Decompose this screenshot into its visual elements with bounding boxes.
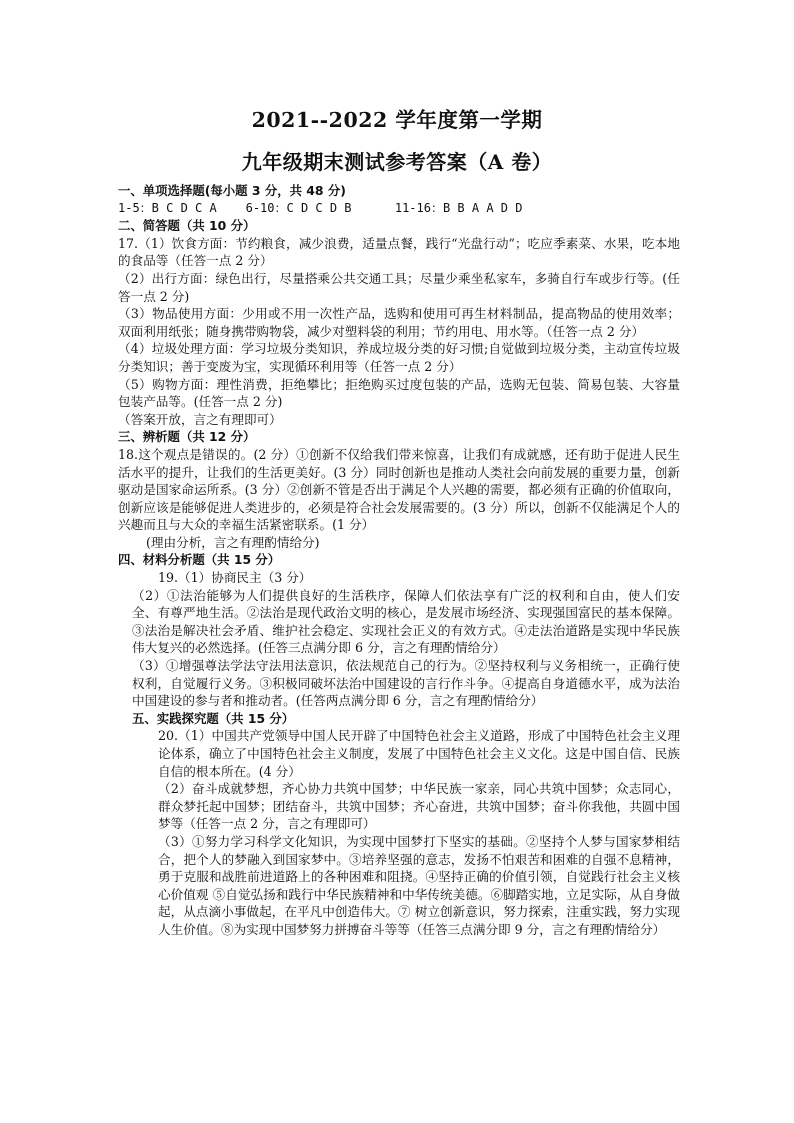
answer-20-3: （3）①努力学习科学文化知识，为实现中国梦打下坚实的基础。②坚持个人梦与国家梦相结合，把个人的梦融入到国家梦中。③培养坚强的意志，发扬不怕艰苦和困难的自强不息精神，勇于克服和战胜前进道路上的各种困难和阻挠。④坚持正确的价值引领，自觉践行社会主义核心价值观 ⑤自觉弘扬和践行中华民族精神和中华传统美德。⑥脚踏实地，立足实际，从自身做起，从点滴小事做起，在平凡中创造伟大。⑦ 树立创新意识，努力探索，注重实践，努力实现人生价值。⑧为实现中国梦努力拼搏奋斗等等（任答三点满分即 9 分，言之有理酌情给分）: [158, 833, 680, 937]
section-heading-practice-inquiry: 五、实践探究题（共 15 分）: [132, 710, 295, 726]
document-title-line1: 2021--2022 学年度第一学期: [251, 108, 543, 132]
section-heading-multiple-choice: 一、单项选择题(每小题 3 分，共 48 分): [118, 183, 346, 198]
answer-17-note: （答案开放，言之有理即可）: [118, 411, 282, 427]
section-heading-material-analysis: 四、材料分析题（共 15 分）: [118, 552, 281, 568]
answer-18-note: (理由分析，言之有理酌情给分): [146, 534, 320, 550]
multiple-choice-answers: 1-5：B C D C A 6-10：C D C D B 11-16：B B A A D D: [118, 200, 523, 215]
answer-19-3: （3）①增强尊法学法守法用法意识，依法规范自己的行为。②坚持权利与义务相统一，正确行使权利，自觉履行义务。③积极同破坏法治中国建设的言行作斗争。④提高自身道德水平，成为法治中国建设的参与者和推动者。(任答两点满分即 6 分，言之有理酌情给分）: [132, 658, 680, 709]
answer-19-2: （2）①法治能够为人们提供良好的生活秩序，保障人们依法享有广泛的权利和自由，使人们安全、有尊严地生活。②法治是现代政治文明的核心，是发展市场经济、实现强国富民的基本保障。③法治是解决社会矛盾、维护社会稳定、实现社会正义的有效方式。④走法治道路是实现中华民族伟大复兴的必然选择。(任答三点满分即 6 分，言之有理酌情给分）: [132, 587, 680, 656]
answer-17-5: （5）购物方面：理性消费，拒绝攀比；拒绝购买过度包装的产品，选购无包装、简易包装、大容量包装产品等。(任答一点 2 分): [118, 376, 680, 410]
document-title-line2: 九年级期末测试参考答案（A 卷）: [241, 150, 553, 174]
answer-19-1: 19.（1）协商民主（3 分）: [158, 570, 312, 586]
answer-17-1: 17.（1）饮食方面：节约粮食，减少浪费，适量点餐，践行“光盘行动”；吃应季素菜、水果，吃本地的食品等（任答一点 2 分）: [118, 235, 680, 269]
answer-content: [118, 182, 680, 939]
answer-17-3: （3）物品使用方面：少用或不用一次性产品，选购和使用可再生材料制品，提高物品的使用效率；双面利用纸张；随身携带购物袋，减少对塑料袋的利用；节约用电、用水等。（任答一点 2 分）: [118, 306, 680, 339]
answer-17-4: （4）垃圾处理方面：学习垃圾分类知识，养成垃圾分类的好习惯;自觉做到垃圾分类，主动宣传垃圾分类知识；善于变废为宝，实现循环利用等（任答一点 2 分）: [118, 341, 680, 374]
answer-17-2: （2）出行方面：绿色出行，尽量搭乘公共交通工具；尽量少乘坐私家车，多骑自行车或步行等。(任答一点 2 分): [118, 270, 680, 304]
answer-20-2: （2）奋斗成就梦想，齐心协力共筑中国梦；中华民族一家亲，同心共筑中国梦；众志同心，群众梦托起中国梦；团结奋斗，共筑中国梦；齐心奋进，共筑中国梦；奋斗你我他，共圆中国梦等（任答一点 2 分，言之有理即可）: [158, 781, 680, 832]
section-heading-analysis: 三、辨析题（共 12 分）: [118, 429, 256, 445]
section-heading-short-answer: 二、简答题（共 10 分）: [118, 218, 256, 234]
answer-18: 18.这个观点是错误的。(2 分）①创新不仅给我们带来惊喜，让我们有成就感，还有助于促进人民生活水平的提升，让我们的生活更美好。(3 分）同时创新也是推动人类社会向前发展的重要力量，创新驱动是国家命运所系。(3 分）②创新不管是否出于满足个人兴趣的需要，都必须有正确的价值取向，创新应该是能够促进人类进步的，必须是符合社会发展需要的。(3 分）所以，创新不仅能满足个人的兴趣而且与大众的幸福生活紧密联系。(1 分）: [118, 446, 680, 533]
answer-20-1: 20.（1）中国共产党领导中国人民开辟了中国特色社会主义道路，形成了中国特色社会主义理论体系，确立了中国特色社会主义制度，发展了中国特色社会主义文化。这是中国自信、民族自信的根本所在。(4 分）: [158, 728, 680, 779]
